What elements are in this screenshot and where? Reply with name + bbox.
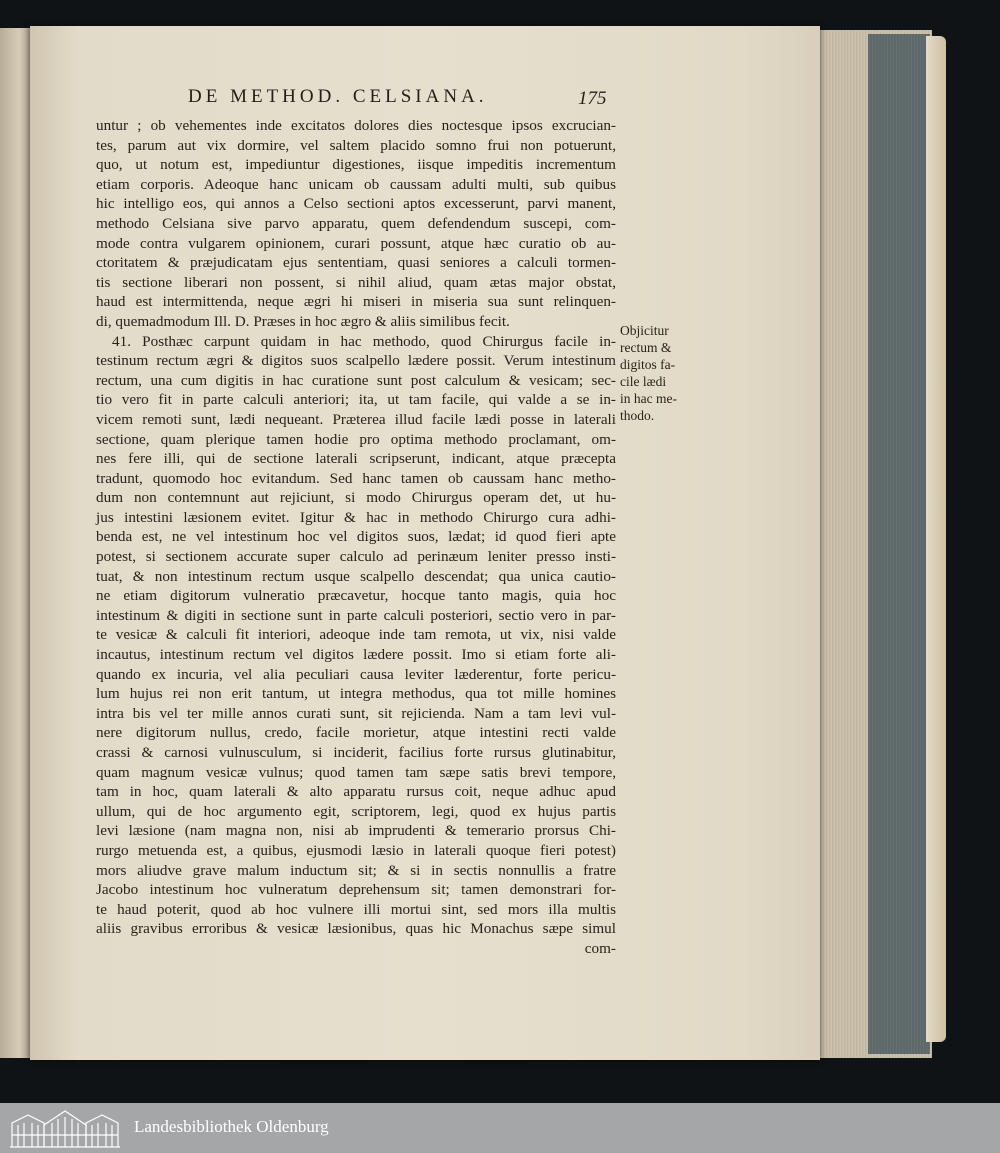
text-line: quam magnum vesicæ vulnus; quod tamen tam sæpe satis brevi tempore, [96, 763, 616, 781]
text-line: methodo Celsiana sive parvo apparatu, quem defendendum suscepi, com- [96, 214, 616, 232]
marginal-note-line: cile lædi [620, 374, 667, 389]
previous-page-edge [0, 28, 32, 1058]
running-head: DE METHOD. CELSIANA. [188, 86, 488, 107]
text-line: rectum, una cum digitis in hac curatione sunt post calculum & vesicam; sec- [96, 371, 616, 389]
book-cover-edge [926, 36, 946, 1042]
text-line: intra bis vel ter mille annos curati sunt, sit rejicienda. Nam a tam levi vul- [96, 704, 616, 722]
text-line: ctoritatem & præjudicatam ejus sententiam, quasi seniores a calculi tormen- [96, 254, 616, 272]
text-line: jus intestini læsionem evitet. Igitur & hac in methodo Chirurgo cura adhi- [96, 508, 616, 526]
text-line: untur ; ob vehementes inde excitatos dolores dies noctesque ipsos excrucian- [96, 117, 616, 134]
text-line: ullum, qui de hoc argumento egit, scriptorem, legi, quod ex hujus partis [96, 802, 616, 820]
text-line: aliis gravibus erroribus & vesicæ læsionibus, quas hic Monachus sæpe simul [96, 920, 616, 938]
marginal-note-line: thodo. [620, 408, 655, 423]
text-line: benda est, ne vel intestinum hoc vel digitos suos, lædat; id quod fieri apte [96, 528, 616, 546]
marginal-note-line: digitos fa- [620, 357, 676, 372]
text-line: haud est intermittenda, neque ægri hi miseri in miseria sua sunt relinquen- [96, 293, 616, 311]
text-line: rurgo metuenda est, a quibus, ejusmodi læsio in laterali quoque fieri potest) [96, 841, 616, 859]
text-line: vicem remoti sunt, lædi nequeant. Præterea illud facile lædi posse in laterali [96, 410, 616, 428]
body-text [96, 116, 616, 959]
text-line: nes fere illi, qui de sectione laterali scripserunt, indicant, atque præcepta [96, 450, 616, 468]
page-number: 175 [578, 88, 607, 109]
text-line: tradunt, quomodo hoc evitandum. Sed hanc tamen ob caussam hanc metho- [96, 469, 616, 487]
text-line: te vesicæ & calculi fit interiori, adeoque inde tam remota, ut vix, nisi valde [96, 626, 616, 644]
text-line: nere digitorum nullus, credo, facile morietur, atque intestini recti valde [96, 724, 616, 742]
text-line: tis sectione liberari non possent, si nihil aliud, quam ætas major obstat, [96, 273, 616, 291]
text-line: te haud poterit, quod ab hoc vulnere illi mortui sint, sed mors illa multis [96, 900, 616, 918]
marginal-note [620, 322, 684, 424]
text-line: sectione, quam plerique tamen hodie pro optima methodo proclamant, om- [96, 430, 616, 448]
text-line: potest, si sectionem accurate super calculo ad perinæum leniter presso insti- [96, 548, 616, 566]
text-line: tio vero fit in parte calculi anteriori; ita, ut tam facile, qui valde a se in- [96, 391, 616, 409]
text-line: Jacobo intestinum hoc vulneratum deprehensum sit; tamen demonstrari for- [96, 881, 616, 899]
text-line: hic intelligo eos, qui annos a Celso sectioni aptos excesserunt, parvi manent, [96, 195, 616, 213]
text-line: incautus, intestinum rectum vel digitos lædere possit. Imo si etiam forte ali- [96, 646, 616, 664]
text-line: lum hujus rei non erit tantum, ut integra methodus, qua tot mille homines [96, 685, 616, 703]
text-line: mode contra vulgarem opinionem, curari possunt, atque hæc curatio ob au- [96, 234, 616, 252]
marginal-note-line: Objicitur [620, 323, 669, 338]
text-line: quo, ut notum est, impediuntur digestiones, iisque impeditis incrementum [96, 156, 616, 174]
text-line: dum non contemnunt aut rejiciunt, si modo Chirurgus operam det, ut hu- [96, 489, 616, 507]
text-line: tuat, & non intestinum rectum usque scalpello descendat; qua unica cautio- [96, 567, 616, 585]
library-name: Landesbibliothek Oldenburg [134, 1117, 329, 1136]
text-line: ne etiam digitorum vulneratio præcavetur, hocque tanto magis, quia hoc [96, 587, 616, 605]
text-line: tes, parum aut vix dormire, vel saltem placido somno frui non potuerunt, [96, 136, 616, 154]
text-line: mors aliudve grave malum inductum sit; & si in sectis nonnullis a fratre [96, 861, 616, 879]
text-line: di, quemadmodum Ill. D. Præses in hoc ægro & aliis similibus fecit. [96, 312, 510, 330]
text-line: etiam corporis. Adeoque hanc unicam ob caussam adulti multi, sub quibus [96, 175, 616, 193]
text-line: quando ex incuria, vel alia peculiari causa leviter læderentur, forte pericu- [96, 665, 616, 683]
catchword: com- [584, 939, 616, 957]
text-line: crassi & carnosi vulnusculum, si inciderit, facilius forte rursus glutinabitur, [96, 744, 616, 761]
marginal-note-line: in hac me- [620, 391, 677, 406]
marginal-note-line: rectum & [620, 340, 672, 355]
text-line: tam in hoc, quam laterali & alto apparatu rursus coit, neque adhuc apud [96, 783, 616, 801]
text-line: levi læsione (nam magna non, nisi ab imprudenti & temerario prorsus Chi- [96, 822, 616, 840]
footer-bar [0, 1103, 1000, 1153]
text-line: testinum rectum ægri & digitos suos scalpello lædere possit. Verum intestinum [96, 352, 616, 370]
page-block-gilt-edges [868, 34, 930, 1054]
text-line: intestinum & digiti in sectione sunt in parte calculi posteriori, sectio vero in par- [96, 606, 616, 624]
library-building-icon [8, 1107, 122, 1149]
text-line: 41. Posthæc carpunt quidam in hac methodo, quod Chirurgus facile in- [112, 332, 616, 350]
